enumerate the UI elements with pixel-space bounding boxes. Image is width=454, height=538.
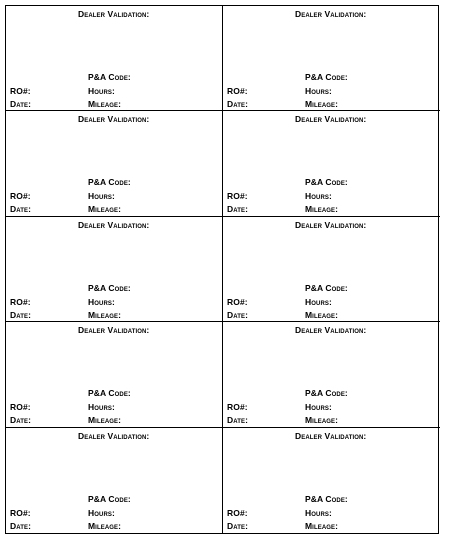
- pa-code-label: P&A Code:: [305, 177, 348, 188]
- date-label: Date:: [227, 415, 249, 426]
- validation-coupon: [223, 6, 440, 111]
- pa-code-label: P&A Code:: [305, 493, 348, 504]
- ro-number-label: RO#:: [10, 296, 31, 307]
- date-label: Date:: [10, 415, 32, 426]
- pa-code-label: P&A Code:: [88, 72, 131, 82]
- ro-number-label: RO#:: [227, 191, 248, 202]
- validation-coupon: [223, 111, 440, 216]
- date-label: Date:: [227, 204, 249, 215]
- hours-label: Hours:: [88, 86, 115, 96]
- mileage-label: Mileage:: [305, 309, 339, 320]
- dealer-validation-label: Dealer Validation:: [295, 219, 367, 230]
- validation-coupon: [223, 217, 440, 322]
- date-label: Date:: [10, 99, 32, 109]
- date-label: Date:: [10, 204, 32, 215]
- mileage-label: Mileage:: [88, 415, 122, 426]
- date-label: Date:: [10, 309, 32, 320]
- mileage-label: Mileage:: [305, 99, 339, 109]
- ro-number-label: RO#:: [227, 507, 248, 518]
- date-label: Date:: [227, 520, 249, 531]
- hours-label: Hours:: [305, 296, 332, 307]
- dealer-validation-label: Dealer Validation:: [295, 325, 367, 336]
- hours-label: Hours:: [305, 191, 332, 202]
- validation-coupon: [223, 322, 440, 427]
- mileage-label: Mileage:: [88, 309, 122, 320]
- coupon-grid: [5, 5, 439, 534]
- dealer-validation-label: Dealer Validation:: [78, 430, 150, 441]
- hours-label: Hours:: [88, 402, 115, 413]
- ro-number-label: RO#:: [10, 191, 31, 202]
- ro-number-label: RO#:: [10, 86, 31, 96]
- ro-number-label: RO#:: [227, 402, 248, 413]
- mileage-label: Mileage:: [88, 204, 122, 215]
- validation-coupon: [6, 322, 223, 427]
- dealer-validation-label: Dealer Validation:: [295, 114, 367, 125]
- date-label: Date:: [227, 309, 249, 320]
- pa-code-label: P&A Code:: [88, 493, 131, 504]
- validation-coupon: [223, 428, 440, 533]
- pa-code-label: P&A Code:: [88, 282, 131, 293]
- pa-code-label: P&A Code:: [305, 388, 348, 399]
- ro-number-label: RO#:: [227, 296, 248, 307]
- hours-label: Hours:: [305, 507, 332, 518]
- mileage-label: Mileage:: [305, 204, 339, 215]
- hours-label: Hours:: [88, 507, 115, 518]
- mileage-label: Mileage:: [305, 415, 339, 426]
- ro-number-label: RO#:: [10, 507, 31, 518]
- hours-label: Hours:: [88, 191, 115, 202]
- hours-label: Hours:: [305, 402, 332, 413]
- mileage-label: Mileage:: [88, 99, 122, 109]
- ro-number-label: RO#:: [227, 86, 248, 96]
- dealer-validation-label: Dealer Validation:: [78, 219, 150, 230]
- date-label: Date:: [10, 520, 32, 531]
- hours-label: Hours:: [88, 296, 115, 307]
- validation-coupon: [6, 6, 223, 111]
- dealer-validation-label: Dealer Validation:: [295, 430, 367, 441]
- dealer-validation-label: Dealer Validation:: [78, 114, 150, 125]
- dealer-validation-label: Dealer Validation:: [78, 325, 150, 336]
- mileage-label: Mileage:: [305, 520, 339, 531]
- pa-code-label: P&A Code:: [88, 388, 131, 399]
- pa-code-label: P&A Code:: [88, 177, 131, 188]
- mileage-label: Mileage:: [88, 520, 122, 531]
- ro-number-label: RO#:: [10, 402, 31, 413]
- dealer-validation-label: Dealer Validation:: [295, 9, 367, 19]
- dealer-validation-label: Dealer Validation:: [78, 9, 150, 19]
- pa-code-label: P&A Code:: [305, 282, 348, 293]
- hours-label: Hours:: [305, 86, 332, 96]
- validation-coupon: [6, 111, 223, 216]
- validation-coupon: [6, 428, 223, 533]
- date-label: Date:: [227, 99, 249, 109]
- pa-code-label: P&A Code:: [305, 72, 348, 82]
- validation-coupon: [6, 217, 223, 322]
